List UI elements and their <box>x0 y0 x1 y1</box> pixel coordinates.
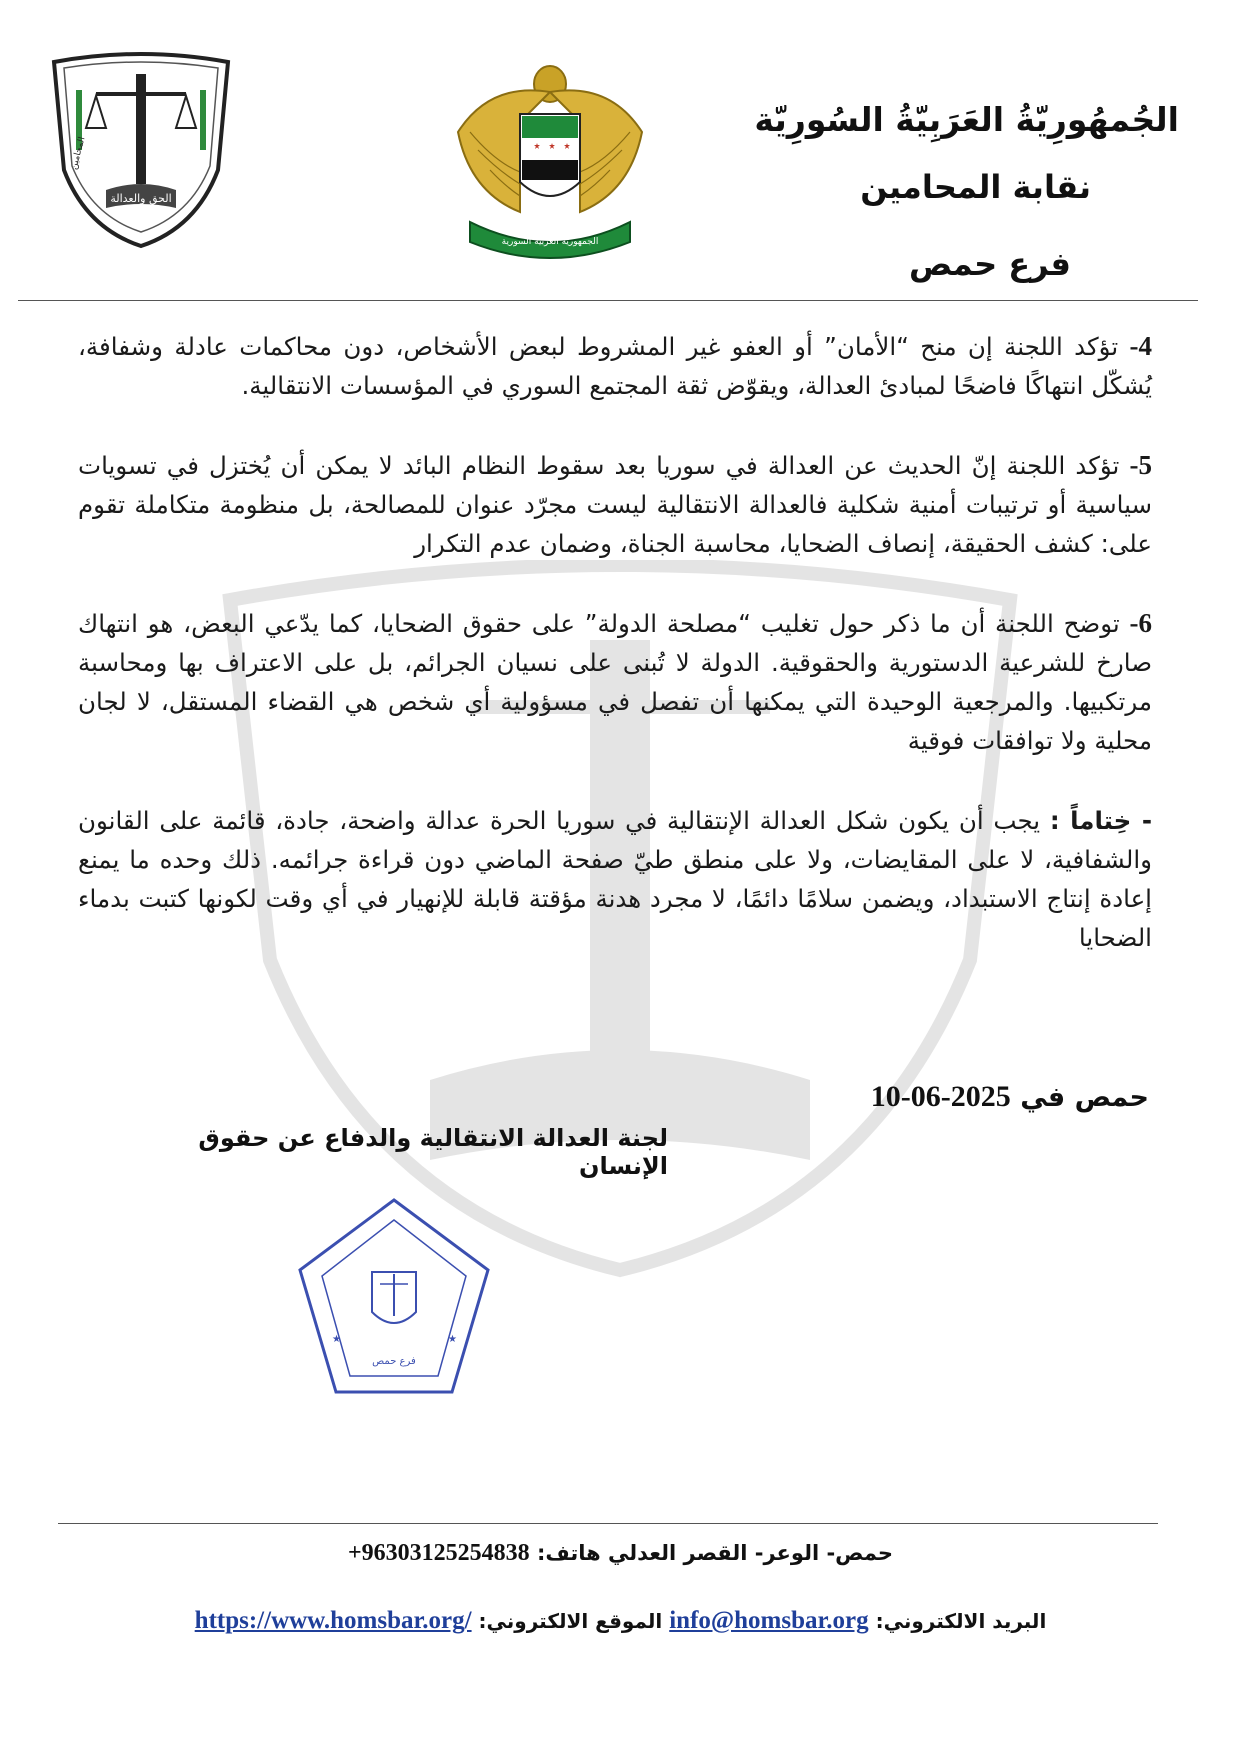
footer-address <box>0 1540 1241 1567</box>
email-label: البريد الالكتروني: <box>868 1609 1047 1633</box>
branch-title: فرع حمص <box>908 245 1071 283</box>
stamp-branch-text: فرع حمص <box>372 1356 416 1367</box>
paragraph-conclusion <box>78 801 1152 957</box>
header-divider <box>18 300 1198 301</box>
footer-contacts <box>0 1607 1241 1635</box>
paragraph-text: تؤكد اللجنة إنّ الحديث عن العدالة في سوريا بعد سقوط النظام البائد لا يمكن أن يُختزل في تسويات سياسية أو ترتيبات أمنية شكلية فالعدالة الانتقالية ليست مجرّد عنوان للمصالحة، بل منظومة متكاملة تقوم على: كشف الحقيقة، إنصاف الضحايا، محاسبة الجناة، وضمان عدم التكرار <box>78 451 1152 558</box>
email-link[interactable]: info@homsbar.org <box>669 1607 869 1634</box>
logo-side-text: المحامين <box>69 135 88 171</box>
paragraph-text: يجب أن يكون شكل العدالة الإنتقالية في سوريا الحرة عدالة واضحة، جادة، قائمة على القانون والشفافية، لا على المقايضات، ولا على منطق طيّ صفحة الماضي دون قراءة جرائمه. ذلك وحده ما يمنع إعادة إنتاج الاستبداد، ويضمن سلامًا دائمًا، لا مجرد هدنة مؤقتة قابلة للإنهيار في أي وقت لكونها كتبت بدماء الضحايا <box>78 806 1152 952</box>
statement-body <box>78 327 1152 998</box>
footer-divider <box>58 1523 1158 1524</box>
syndicate-title: نقابة المحامين <box>860 168 1091 206</box>
date-value: 2025-06-10 <box>870 1080 1011 1113</box>
paragraph-text: تؤكد اللجنة إن منح “الأمان” أو العفو غير المشروط لبعض الأشخاص، دون محاكمات عادلة وشفافة، يُشكّل انتهاكًا فاضحًا لمبادئ العدالة، ويقوّض ثقة المجتمع السوري في المؤسسات الانتقالية. <box>78 332 1152 400</box>
paragraph-number: 4- <box>1129 331 1152 361</box>
place-date <box>871 1080 1149 1114</box>
pentagon-stamp-icon <box>292 1192 497 1402</box>
paragraph-6 <box>78 604 1152 760</box>
bar-association-logo-icon <box>46 50 236 250</box>
syrian-eagle-emblem-icon <box>450 62 650 267</box>
paragraph-5 <box>78 446 1152 563</box>
logo-motto: الحق والعدالة <box>110 192 172 205</box>
committee-name: لجنة العدالة الانتقالية والدفاع عن حقوق الإنسان <box>198 1124 668 1180</box>
paragraph-4 <box>78 327 1152 405</box>
paragraph-text: توضح اللجنة أن ما ذكر حول تغليب “مصلحة الدولة” على حقوق الضحايا، كما يدّعي البعض، هو انتهاك صارخ للشرعية الدستورية والحقوقية. الدولة لا تُبنى على نسيان الجرائم، بل على الاعتراف بها ومحاسبة مرتكبيها. والمرجعية الوحيدة التي يمكنها أن تفصل في مسؤولية أي شخص هي القضاء المستقل، لا لجان محلية ولا توافقات فوقية <box>78 609 1152 755</box>
phone-number: +96303125254838 <box>347 1540 530 1566</box>
address-text: حمص- الوعر- القصر العدلي هاتف: <box>529 1541 894 1565</box>
svg-text:★: ★ <box>332 1334 341 1345</box>
website-link[interactable]: https://www.homsbar.org/ <box>194 1607 472 1634</box>
paragraph-number: 6- <box>1129 608 1152 638</box>
country-title: الجُمهُورِيّةُ العَرَبِيّةُ السُورِيّة <box>754 100 1179 139</box>
emblem-ribbon-text: الجمهورية العربية السورية <box>501 237 599 247</box>
svg-text:★: ★ <box>448 1334 457 1345</box>
paragraph-number: 5- <box>1129 450 1152 480</box>
conclusion-label: - خِتاماً : <box>1049 806 1152 835</box>
place-label: حمص في <box>1010 1082 1149 1113</box>
website-label: الموقع الالكتروني: <box>471 1609 670 1633</box>
